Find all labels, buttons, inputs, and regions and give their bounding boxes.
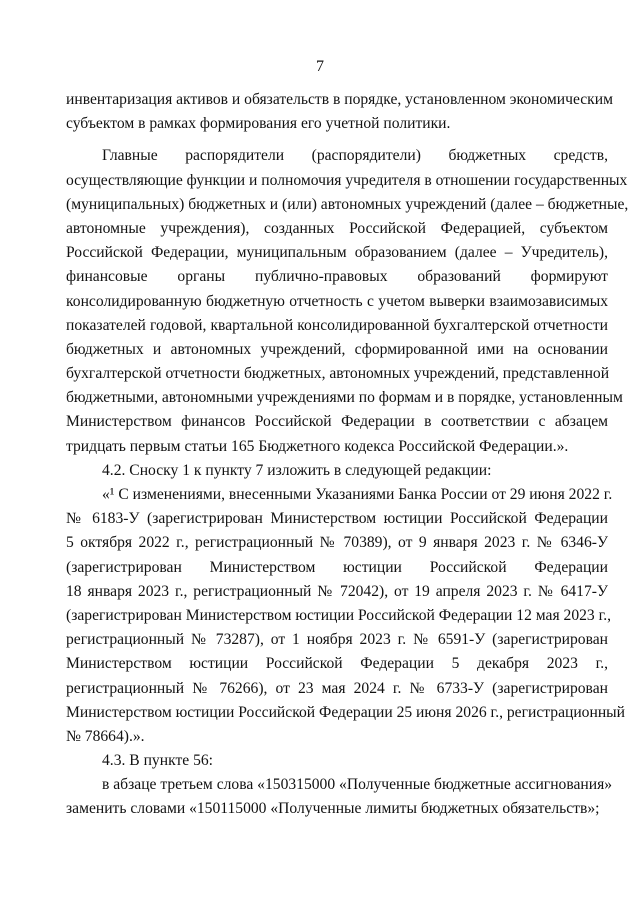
paragraph-line: (зарегистрирован Министерством юстиции Российской Федерации 12 мая 2023 г., xyxy=(66,606,612,624)
paragraph-line: (зарегистрирован Министерством юстиции Российской Федерации xyxy=(66,558,608,576)
paragraph-line: Главные распорядители (распорядители) бюджетных средств, xyxy=(102,147,608,165)
paragraph-line: 5 октября 2022 г., регистрационный № 70389), от 9 января 2023 г. № 6346-У xyxy=(66,534,608,552)
paragraph-line: осуществляющие функции и полномочия учредителя в отношении государственных xyxy=(66,171,628,189)
paragraph-line: № 6183-У (зарегистрирован Министерством юстиции Российской Федерации xyxy=(66,510,608,528)
paragraph-line: «¹ С изменениями, внесенными Указаниями Банка России от 29 июня 2022 г. xyxy=(102,486,613,503)
paragraph-line: консолидированную бюджетную отчетность с учетом выверки взаимозависимых xyxy=(66,292,608,310)
paragraph-line: показателей годовой, квартальной консолидированной бухгалтерской отчетности xyxy=(66,316,608,334)
paragraph-line: финансовые органы публично-правовых образований формируют xyxy=(66,268,608,286)
paragraph-line: субъектом в рамках формирования его учетной политики. xyxy=(66,115,451,133)
paragraph-line: 4.3. В пункте 56: xyxy=(102,752,214,770)
paragraph-line: регистрационный № 73287), от 1 ноября 2023 г. № 6591-У (зарегистрирован xyxy=(66,631,608,649)
paragraph-line: Министерством юстиции Российской Федерации 5 декабря 2023 г., xyxy=(66,655,608,673)
paragraph-line: в абзаце третьем слова «150315000 «Полученные бюджетные ассигнования» xyxy=(102,776,613,794)
paragraph-line: заменить словами «150115000 «Полученные лимиты бюджетных обязательств»; xyxy=(66,800,600,818)
paragraph-line: тридцать первым статьи 165 Бюджетного кодекса Российской Федерации.». xyxy=(66,437,569,455)
paragraph-line: бюджетных и автономных учреждений, сформированной ими на основании xyxy=(66,340,608,358)
paragraph-line: 4.2. Сноску 1 к пункту 7 изложить в следующей редакции: xyxy=(102,461,492,479)
paragraph-line: № 78664).». xyxy=(66,727,145,745)
paragraph-line: бухгалтерской отчетности бюджетных, автономных учреждений, представленной xyxy=(66,365,610,383)
page-number: 7 xyxy=(316,58,324,75)
paragraph-line: инвентаризация активов и обязательств в порядке, установленном экономическим xyxy=(66,91,613,108)
paragraph-line: (муниципальных) бюджетных и (или) автономных учреждений (далее – бюджетные, xyxy=(66,195,629,213)
paragraph-line: Российской Федерации, муниципальным образованием (далее – Учредитель), xyxy=(66,244,608,262)
paragraph-line: бюджетными, автономными учреждениями по формам и в порядке, установленным xyxy=(66,389,623,407)
paragraph-line: Министерством юстиции Российской Федерации 25 июня 2026 г., регистрационный xyxy=(66,703,625,721)
paragraph-line: Министерством финансов Российской Федерации в соответствии с абзацем xyxy=(66,413,608,431)
document-body xyxy=(66,88,629,822)
paragraph-line: автономные учреждения), созданных Российской Федерацией, субъектом xyxy=(66,219,608,237)
paragraph-line: регистрационный № 76266), от 23 мая 2024 г. № 6733-У (зарегистрирован xyxy=(66,679,608,697)
paragraph-line: 18 января 2023 г., регистрационный № 72042), от 19 апреля 2023 г. № 6417-У xyxy=(66,582,608,600)
